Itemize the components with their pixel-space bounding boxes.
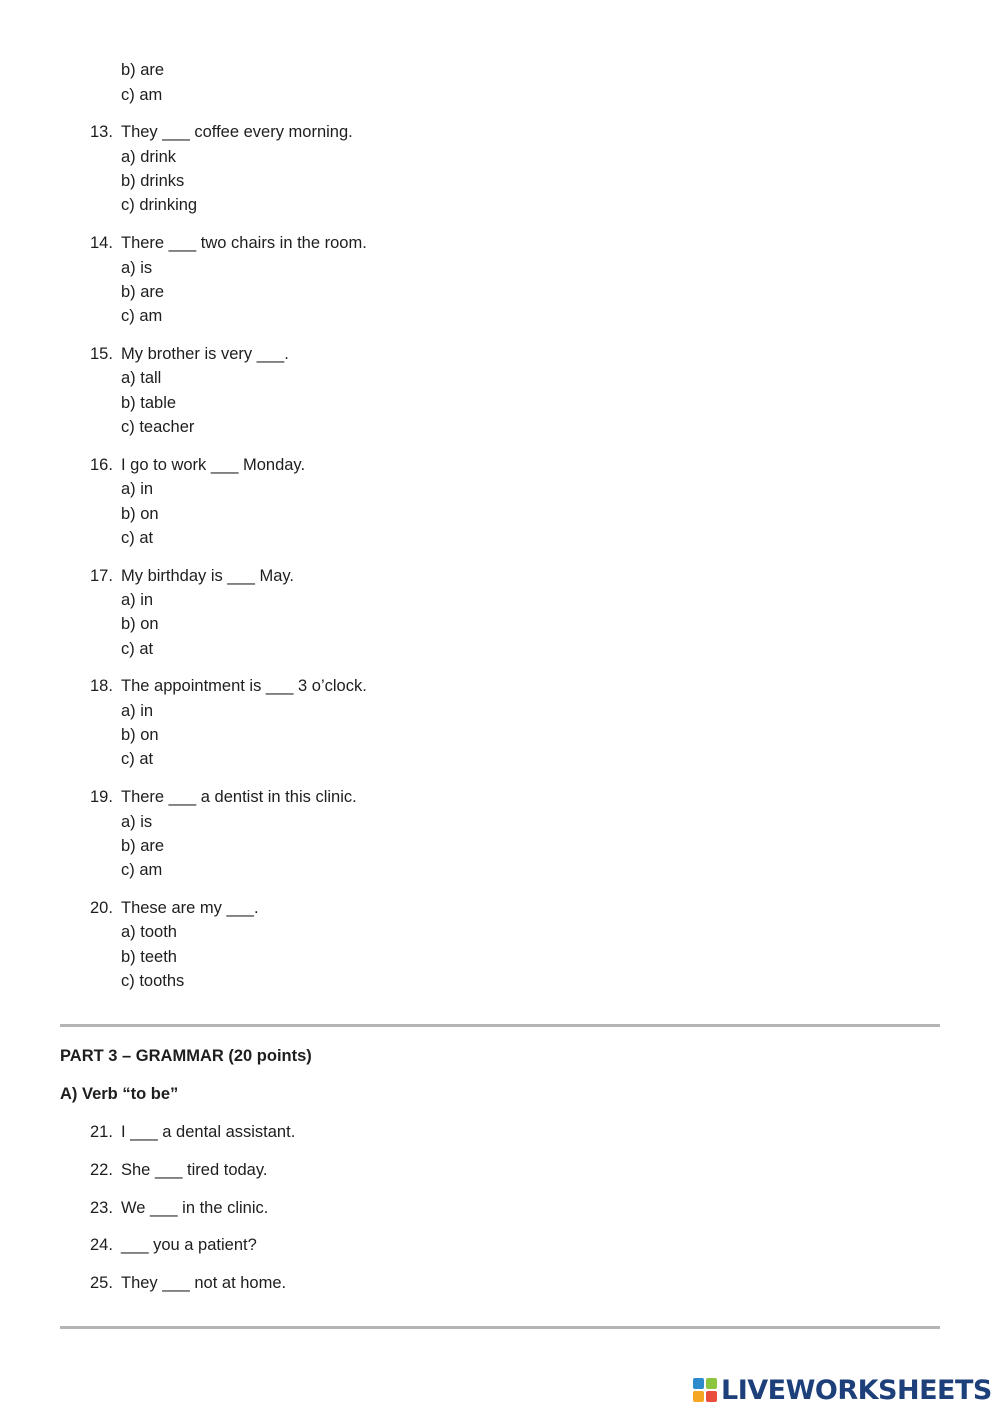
question-22 [90,1161,267,1180]
logo-square [693,1391,704,1402]
section-title: A) Verb “to be” [60,1085,179,1103]
option: a) is [121,259,153,277]
question-number: 22. [90,1161,113,1179]
part-title: PART 3 – GRAMMAR (20 points) [60,1047,312,1065]
section-divider [60,1326,940,1329]
question-number: 14. [90,234,113,252]
option: b) are [121,283,165,301]
option: c) am [121,307,163,325]
question-number: 13. [90,123,113,141]
question-text: There ___ a dentist in this clinic. [121,788,357,806]
option: a) in [121,480,154,498]
section-divider [60,1024,940,1027]
logo-text: LIVEWORKSHEETS [721,1374,992,1406]
option: a) drink [121,148,177,166]
question-text: They ___ not at home. [121,1274,287,1292]
question-text: They ___ coffee every morning. [121,123,353,141]
question-text: The appointment is ___ 3 o’clock. [121,677,367,695]
question-19 [90,788,357,807]
question-24 [90,1236,257,1255]
question-number: 18. [90,677,113,695]
question-21 [90,1123,295,1142]
option: b) are [121,61,165,79]
option: c) tooths [121,972,185,990]
question-text: I ___ a dental assistant. [121,1123,296,1141]
question-text: My birthday is ___ May. [121,567,295,585]
option: c) am [121,86,163,104]
question-text: I go to work ___ Monday. [121,456,306,474]
question-number: 15. [90,345,113,363]
option: c) teacher [121,418,195,436]
question-text: ___ you a patient? [121,1236,257,1254]
question-14 [90,234,367,253]
question-number: 25. [90,1274,113,1292]
question-16 [90,456,305,475]
option: c) drinking [121,196,198,214]
question-number: 21. [90,1123,113,1141]
option: c) at [121,529,154,547]
question-number: 16. [90,456,113,474]
question-18 [90,677,367,696]
option: b) on [121,726,159,744]
option: b) table [121,394,177,412]
question-17 [90,567,294,586]
option: b) on [121,505,159,523]
logo-square [706,1378,717,1389]
question-text: She ___ tired today. [121,1161,268,1179]
question-13 [90,123,353,142]
question-number: 23. [90,1199,113,1217]
logo-mark-icon [693,1378,717,1402]
question-20 [90,899,259,918]
option: c) at [121,750,154,768]
option: a) in [121,702,154,720]
option: b) teeth [121,948,177,966]
question-text: My brother is very ___. [121,345,289,363]
option: a) is [121,813,153,831]
question-number: 19. [90,788,113,806]
question-23 [90,1199,268,1218]
option: b) on [121,615,159,633]
option: b) are [121,837,165,855]
question-number: 17. [90,567,113,585]
question-text: We ___ in the clinic. [121,1199,269,1217]
logo-square [706,1391,717,1402]
option: a) tall [121,369,162,387]
question-text: There ___ two chairs in the room. [121,234,367,252]
question-text: These are my ___. [121,899,259,917]
option: a) tooth [121,923,177,941]
option: a) in [121,591,154,609]
option: c) at [121,640,154,658]
option: b) drinks [121,172,185,190]
option: c) am [121,861,163,879]
question-25 [90,1274,286,1293]
question-15 [90,345,289,364]
liveworksheets-logo[interactable] [693,1375,992,1405]
logo-square [693,1378,704,1389]
question-number: 24. [90,1236,113,1254]
question-number: 20. [90,899,113,917]
